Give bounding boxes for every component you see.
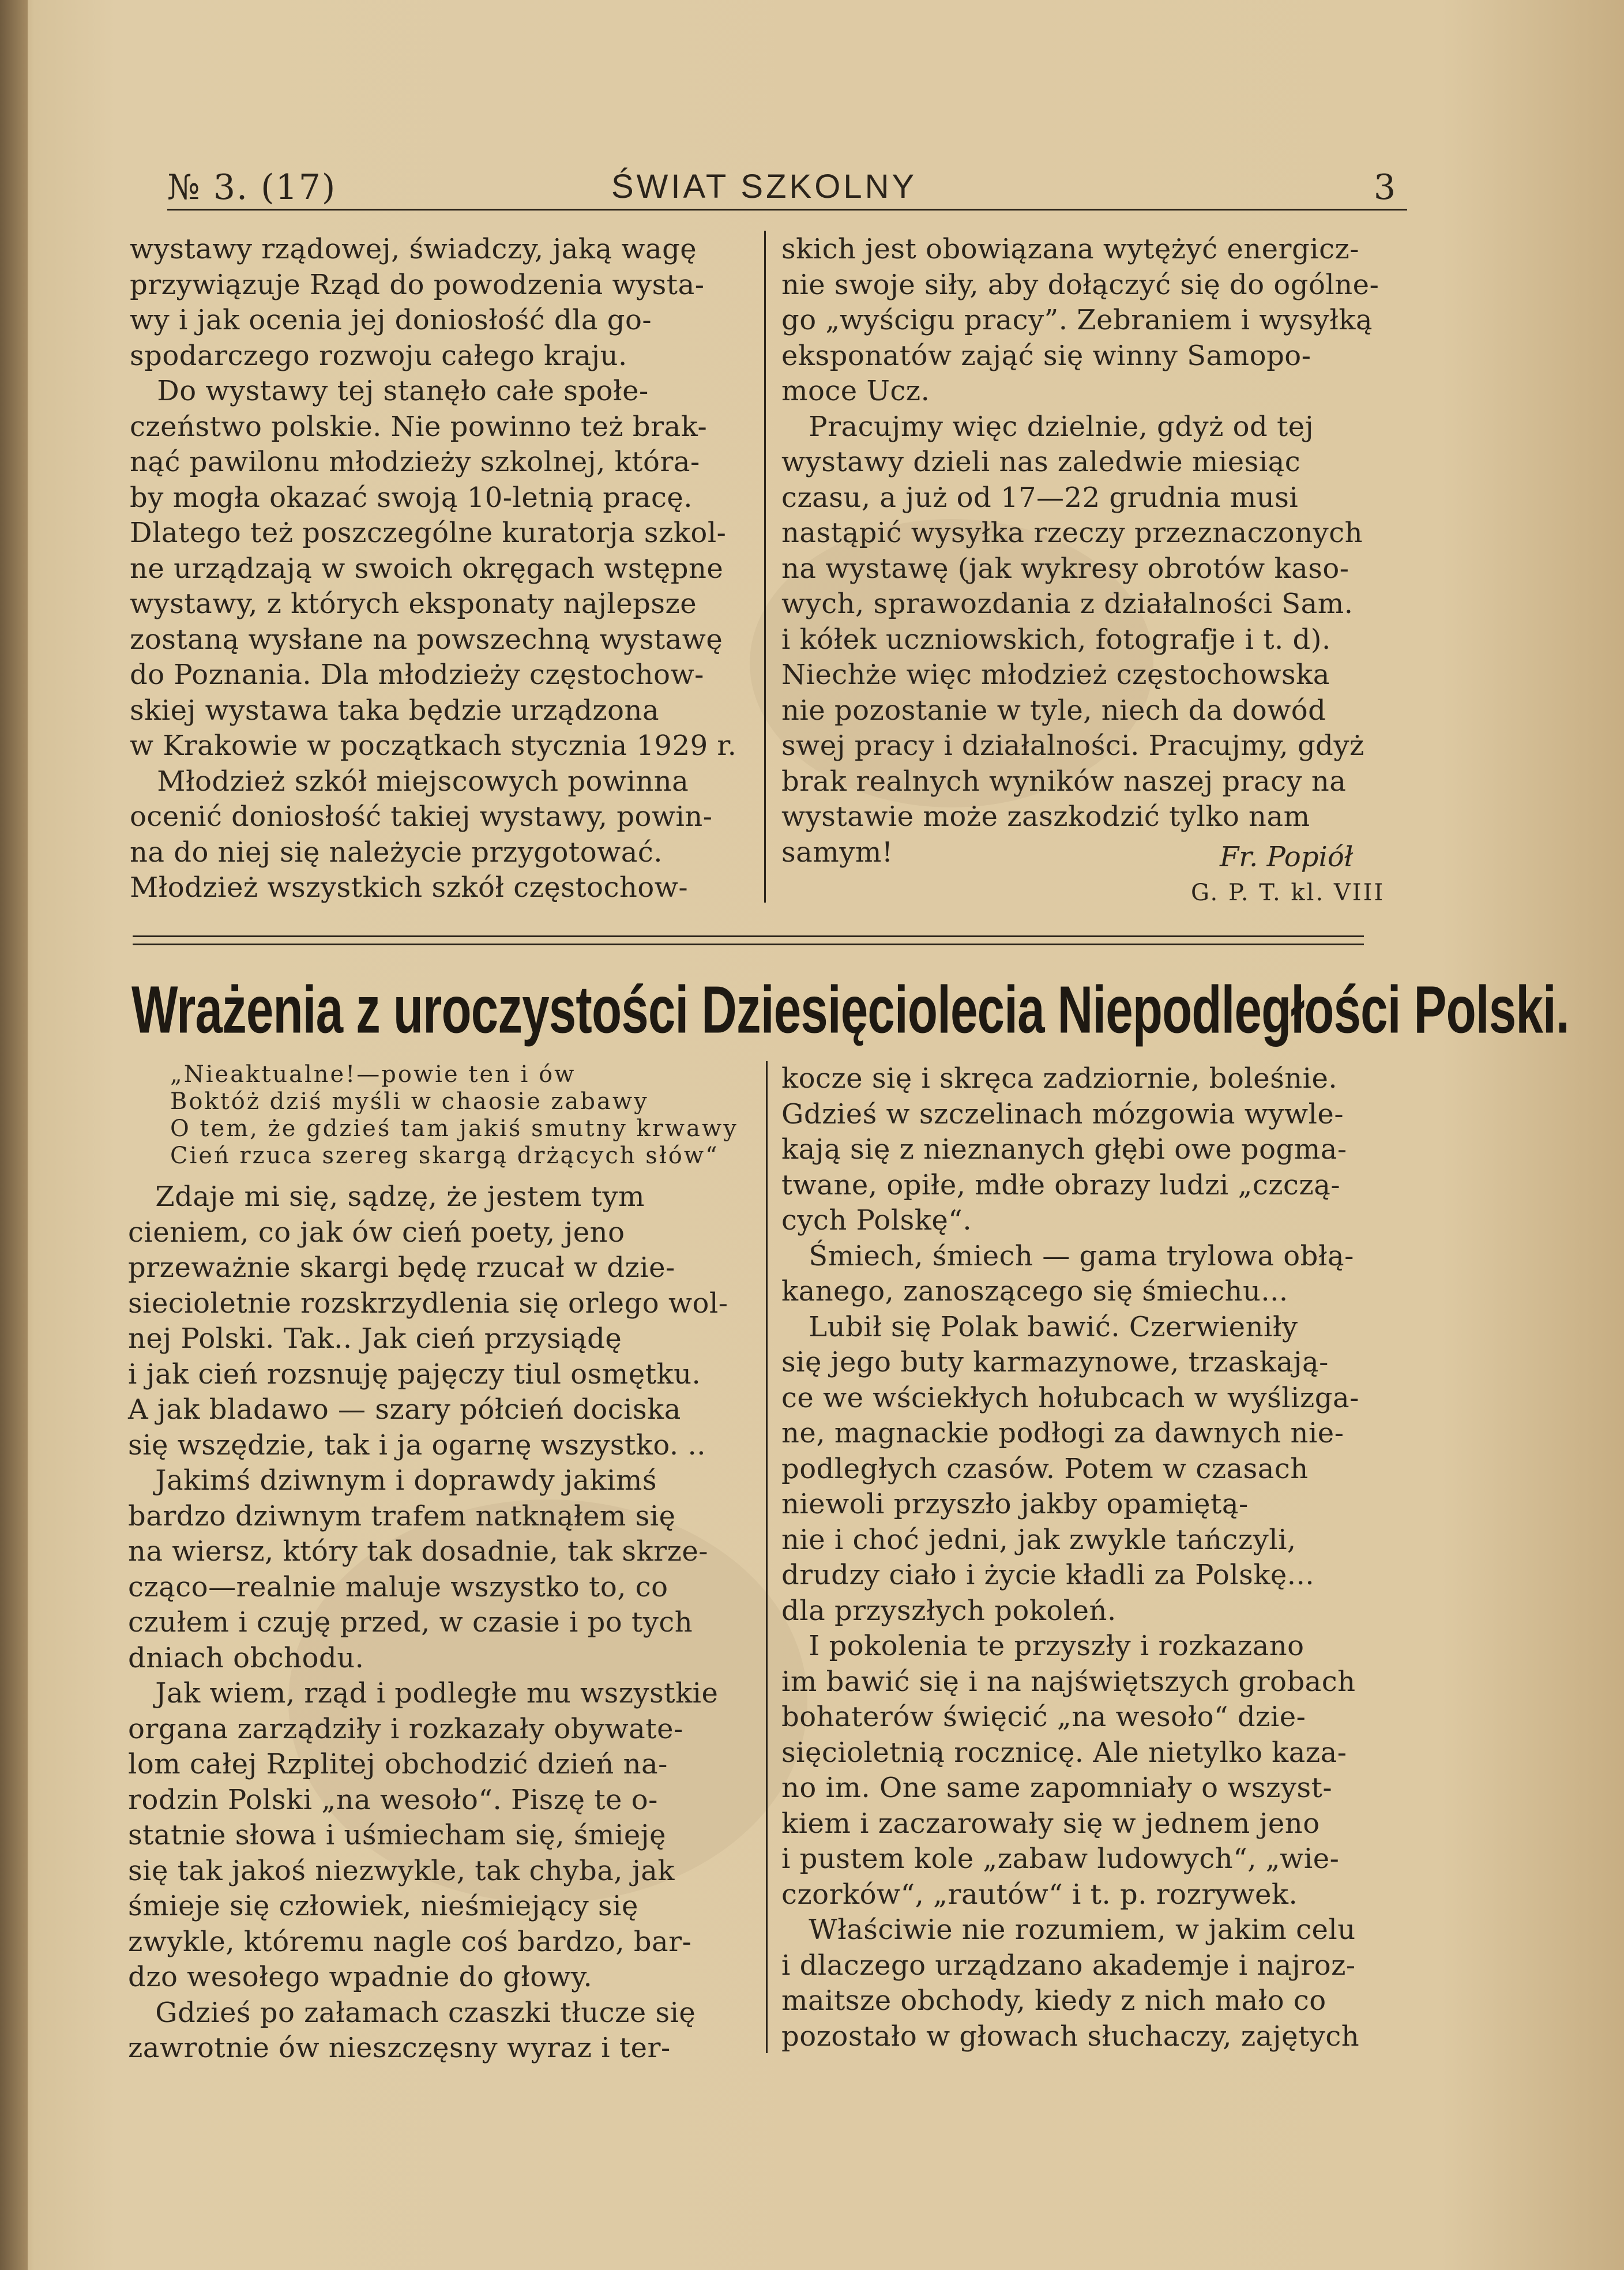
text-line: kają się z nieznanych głębi owe pogma- [781, 1133, 1347, 1166]
text-line: Młodzież szkół miejscowych powinna [130, 765, 689, 798]
epigraph-poem [170, 1061, 738, 1170]
text-line: im bawić się i na najświętszych grobach [781, 1665, 1356, 1698]
text-line: wystawie może zaszkodzić tylko nam [781, 800, 1310, 833]
text-line: się wszędzie, tak i ja ogarnę wszystko. .. [128, 1429, 706, 1461]
text-line: brak realnych wyników naszej pracy na [781, 765, 1347, 798]
lower-left-column [128, 1179, 754, 2066]
text-line: i pustem kole „zabaw ludowych“, „wie- [781, 1843, 1340, 1875]
text-line: wystawy dzieli nas zaledwie miesiąc [781, 446, 1301, 478]
text-line: Do wystawy tej stanęło całe społe- [130, 375, 649, 407]
section-divider-top [133, 935, 1364, 937]
section-divider-bottom [133, 944, 1364, 945]
text-line: by mogła okazać swoją 10-letnią pracę. [130, 481, 693, 514]
text-line: Jak wiem, rząd i podległe mu wszystkie [128, 1677, 719, 1709]
author-class: G. P. T. kl. VIII [1191, 880, 1385, 906]
text-line: Młodzież wszystkich szkół częstochow- [130, 871, 689, 904]
page-header [167, 163, 1407, 211]
text-line: skich jest obowiązana wytężyć energicz- [781, 233, 1359, 265]
text-line: bardzo dziwnym trafem natknąłem się [128, 1499, 676, 1532]
text-line: Pracujmy więc dzielnie, gdyż od tej [781, 410, 1314, 443]
text-line: nąć pawilonu młodzieży szkolnej, która- [130, 446, 700, 478]
text-line: i jak cień rozsnuję pajęczy tiul osmętku. [128, 1358, 701, 1390]
text-line: niewoli przyszło jakby opamiętą- [781, 1488, 1249, 1520]
text-line: kanego, zanoszącego się śmiechu... [781, 1275, 1288, 1307]
text-line: w Krakowie w początkach stycznia 1929 r. [130, 730, 737, 762]
poem-line: O tem, że gdzieś tam jakiś smutny krwawy [170, 1115, 738, 1142]
text-line: czułem i czuję przed, w czasie i po tych [128, 1606, 693, 1638]
text-line: przeważnie skargi będę rzucał w dzie- [128, 1251, 675, 1284]
text-line: organa zarządziły i rozkazały obywate- [128, 1712, 683, 1745]
text-line: wystawy, z których eksponaty najlepsze [130, 588, 697, 620]
text-line: zawrotnie ów nieszczęsny wyraz i ter- [128, 2032, 671, 2064]
text-line: bohaterów święcić „na wesoło“ dzie- [781, 1701, 1306, 1733]
text-line: siecioletnie rozskrzydlenia się orlego wol- [128, 1287, 728, 1320]
text-line: lom całej Rzplitej obchodzić dzień na- [128, 1748, 668, 1780]
article-title: Wrażenia z uroczystości Dziesięciolecia Niepodległości Polski. [131, 972, 1569, 1048]
text-line: Lubił się Polak bawić. Czerwieniły [781, 1310, 1298, 1343]
text-line: i dlaczego urządzano akademje i najroz- [781, 1949, 1356, 1982]
text-line: swej pracy i działalności. Pracujmy, gdyż [781, 730, 1364, 762]
text-line: ne, magnackie podłogi za dawnych nie- [781, 1417, 1344, 1449]
lower-right-column [781, 1061, 1410, 2054]
text-line: A jak bladawo — szary półcień dociska [128, 1393, 681, 1426]
text-line: wych, sprawozdania z działalności Sam. [781, 588, 1354, 620]
text-line: ce we wściekłych hołubcach w wyślizga- [781, 1381, 1359, 1414]
issue-number: № 3. (17) [167, 167, 337, 208]
text-line: wystawy rządowej, świadczy, jaką wagę [130, 233, 697, 265]
publication-title: ŚWIAT SZKOLNY [611, 168, 918, 205]
text-line: spodarczego rozwoju całego kraju. [130, 339, 627, 372]
text-line: statnie słowa i uśmiecham się, śmieję [128, 1819, 667, 1851]
text-line: samym! [781, 836, 893, 869]
text-line: cych Polskę“. [781, 1204, 972, 1237]
poem-line: Boktóż dziś myśli w chaosie zabawy [170, 1088, 649, 1115]
text-line: na wiersz, który tak dosadnie, tak skrze- [128, 1535, 708, 1568]
author-signature: Fr. Popiół [1220, 841, 1354, 873]
poem-line: „Nieaktualne!—powie ten i ów [170, 1061, 576, 1088]
page-spine [0, 0, 28, 2270]
text-line: nastąpić wysyłka rzeczy przeznaczonych [781, 517, 1363, 549]
text-line: Zdaje mi się, sądzę, że jestem tym [128, 1181, 645, 1213]
text-line: pozostało w głowach słuchaczy, zajętych [781, 2020, 1360, 2053]
text-line: wy i jak ocenia jej doniosłość dla go- [130, 304, 652, 336]
text-line: rodzin Polski „na wesoło“. Piszę te o- [128, 1783, 658, 1816]
text-line: ocenić doniosłość takiej wystawy, powin- [130, 800, 713, 833]
text-line: skiej wystawa taka będzie urządzona [130, 694, 660, 727]
text-line: kiem i zaczarowały się w jednem jeno [781, 1807, 1320, 1840]
text-line: podległych czasów. Potem w czasach [781, 1452, 1309, 1485]
text-line: kocze się i skręca zadziornie, boleśnie. [781, 1062, 1338, 1095]
text-line: go „wyścigu pracy”. Zebraniem i wysyłką [781, 304, 1373, 336]
text-line: śmieje się człowiek, nieśmiejący się [128, 1890, 638, 1922]
text-line: ne urządzają w swoich okręgach wstępne [130, 552, 724, 585]
text-line: dzo wesołego wpadnie do głowy. [128, 1961, 593, 1993]
upper-left-column [130, 232, 750, 906]
text-line: Śmiech, śmiech — gama trylowa obłą- [781, 1239, 1354, 1272]
text-line: I pokolenia te przyszły i rozkazano [781, 1630, 1305, 1662]
page-number: 3 [1373, 167, 1396, 208]
text-line: no im. One same zapomniały o wszyst- [781, 1772, 1333, 1804]
text-line: na do niej się należycie przygotować. [130, 836, 663, 869]
text-line: się jego buty karmazynowe, trzaskają- [781, 1346, 1329, 1378]
text-line: Gdzieś po załamach czaszki tłucze się [128, 1996, 696, 2029]
text-line: się tak jakoś niezwykle, tak chyba, jak [128, 1854, 675, 1887]
text-line: nej Polski. Tak.. Jak cień przysiądę [128, 1322, 622, 1355]
text-line: cząco—realnie maluje wszystko to, co [128, 1570, 668, 1603]
text-line: Jakimś dziwnym i doprawdy jakimś [128, 1464, 657, 1497]
text-line: twane, opiłe, mdłe obrazy ludzi „czczą- [781, 1168, 1341, 1201]
text-line: moce Ucz. [781, 375, 930, 407]
text-line: nie i choć jedni, jak zwykle tańczyli, [781, 1523, 1296, 1556]
text-line: nie pozostanie w tyle, niech da dowód [781, 694, 1326, 727]
text-line: maitsze obchody, kiedy z nich mało co [781, 1985, 1326, 2017]
text-line: dniach obchodu. [128, 1641, 364, 1674]
text-line: czorków“, „rautów“ i t. p. rozrywek. [781, 1878, 1298, 1911]
text-line: Właściwie nie rozumiem, w jakim celu [781, 1914, 1356, 1946]
text-line: drudzy ciało i życie kładli za Polskę... [781, 1559, 1315, 1591]
text-line: i kółek uczniowskich, fotografje i t. d). [781, 623, 1331, 656]
text-line: cieniem, co jak ów cień poety, jeno [128, 1216, 625, 1249]
text-line: eksponatów zająć się winny Samopo- [781, 339, 1311, 372]
text-line: sięcioletnią rocznicę. Ale nietylko kaza- [781, 1736, 1347, 1769]
text-line: dla przyszłych pokoleń. [781, 1594, 1116, 1627]
text-line: na wystawę (jak wykresy obrotów kaso- [781, 552, 1349, 585]
text-line: Dlatego też poszczególne kuratorja szkol- [130, 517, 727, 549]
text-line: przywiązuje Rząd do powodzenia wysta- [130, 268, 705, 301]
poem-line: Cień rzuca szereg skargą drżących słów“ [170, 1142, 719, 1169]
text-line: nie swoje siły, aby dołączyć się do ogólne- [781, 268, 1379, 301]
text-line: do Poznania. Dla młodzieży częstochow- [130, 659, 704, 691]
text-line: czasu, a już od 17—22 grudnia musi [781, 481, 1299, 514]
text-line: zwykle, któremu nagle coś bardzo, bar- [128, 1925, 692, 1958]
text-line: Gdzieś w szczelinach mózgowia wywle- [781, 1098, 1344, 1130]
text-line: zostaną wysłane na powszechną wystawę [130, 623, 723, 656]
text-line: czeństwo polskie. Nie powinno też brak- [130, 410, 708, 443]
upper-right-column [781, 232, 1410, 870]
lower-column-divider [766, 1061, 768, 2053]
upper-column-divider [764, 231, 766, 903]
text-line: Niechże więc młodzież częstochowska [781, 659, 1330, 691]
